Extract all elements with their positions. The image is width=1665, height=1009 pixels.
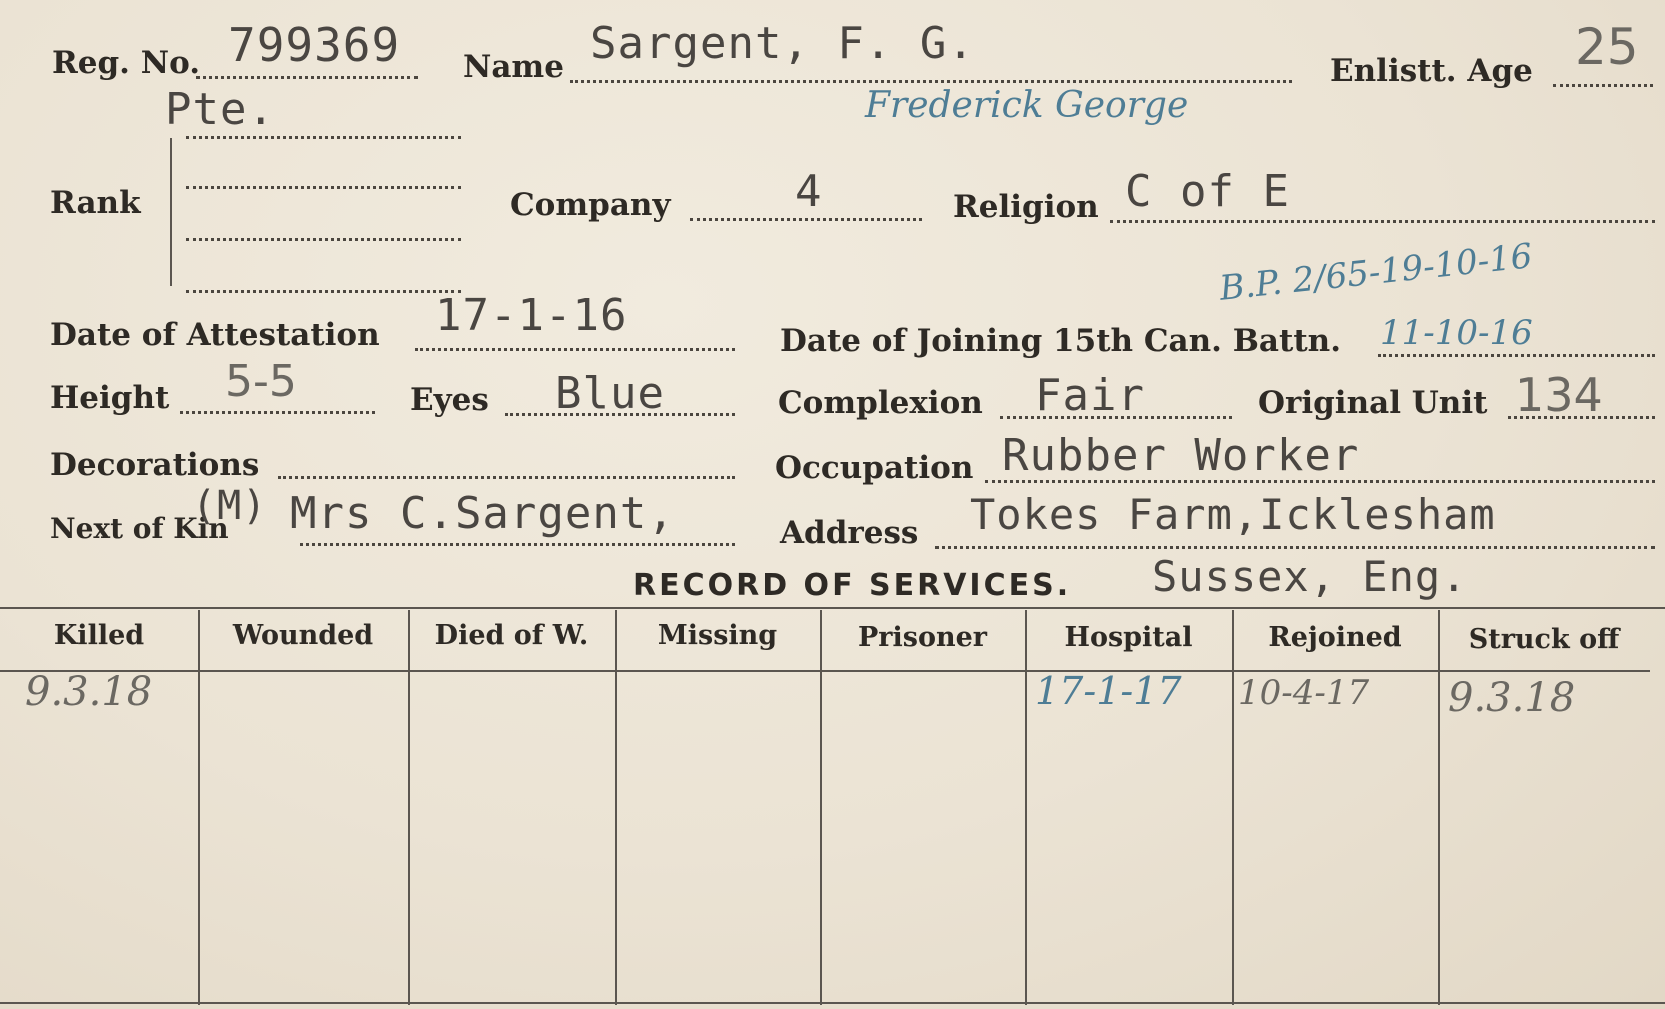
date-attestation-value: 17-1-16 xyxy=(435,290,628,341)
header-wounded: Wounded xyxy=(232,620,374,651)
address-line-2: Sussex, Eng. xyxy=(1152,552,1468,601)
entry-killed: 9.3.18 xyxy=(25,669,153,715)
table-bottom-rule xyxy=(0,1002,1665,1004)
height-line xyxy=(180,411,375,414)
table-header-rule xyxy=(0,670,1650,672)
header-prisoner: Prisoner xyxy=(857,622,988,653)
reg-no-line xyxy=(196,76,418,79)
eyes-value: Blue xyxy=(555,368,665,419)
header-rejoined: Rejoined xyxy=(1268,622,1402,653)
rank-value: Pte. xyxy=(165,84,275,135)
date-attestation-label: Date of Attestation xyxy=(50,317,380,353)
decorations-label: Decorations xyxy=(50,447,260,483)
rank-line-3 xyxy=(186,238,461,241)
address-line-1: Tokes Farm,Icklesham xyxy=(970,490,1496,539)
full-name-value: Frederick George xyxy=(865,85,1189,126)
rank-line-1 xyxy=(186,136,461,139)
rank-label: Rank xyxy=(50,185,141,221)
date-joining-label: Date of Joining 15th Can. Battn. xyxy=(780,323,1341,359)
date-joining-line xyxy=(1378,354,1655,357)
entry-rejoined: 10-4-17 xyxy=(1238,673,1370,713)
reg-no-label: Reg. No. xyxy=(52,45,201,81)
religion-label: Religion xyxy=(953,189,1099,225)
header-missing: Missing xyxy=(657,620,778,651)
company-value: 4 xyxy=(795,166,823,217)
joining-note: B.P. 2/65-19-10-16 xyxy=(1217,236,1535,309)
col-divider-6 xyxy=(1232,610,1234,1005)
date-joining-value: 11-10-16 xyxy=(1380,313,1533,353)
header-killed: Killed xyxy=(53,620,145,651)
next-of-kin-value: Mrs C.Sargent, xyxy=(290,488,675,539)
religion-line xyxy=(1110,220,1655,223)
col-divider-1 xyxy=(198,610,200,1005)
col-divider-2 xyxy=(408,610,410,1005)
name-line xyxy=(570,80,1292,83)
address-label: Address xyxy=(780,515,919,551)
kin-relation-value: (M) xyxy=(192,483,268,529)
date-attestation-line xyxy=(415,348,735,351)
address-line xyxy=(935,546,1655,549)
height-label: Height xyxy=(50,380,170,416)
occupation-label: Occupation xyxy=(775,450,974,486)
complexion-value: Fair xyxy=(1035,370,1145,421)
enlist-age-label: Enlistt. Age xyxy=(1330,53,1533,89)
record-of-services-title: RECORD OF SERVICES. xyxy=(633,568,1072,603)
complexion-label: Complexion xyxy=(778,385,983,421)
rank-line-2 xyxy=(186,186,461,189)
header-hospital: Hospital xyxy=(1064,622,1193,653)
header-died-of-wounds: Died of W. xyxy=(434,620,589,651)
age-value: 25 xyxy=(1575,18,1639,76)
occupation-value: Rubber Worker xyxy=(1002,430,1360,481)
reg-no-value: 799369 xyxy=(228,18,401,72)
original-unit-label: Original Unit xyxy=(1258,385,1488,421)
entry-hospital: 17-1-17 xyxy=(1035,669,1182,713)
eyes-label: Eyes xyxy=(410,382,489,418)
company-line xyxy=(690,218,922,221)
company-label: Company xyxy=(510,187,671,223)
col-divider-3 xyxy=(615,610,617,1005)
header-struck-off: Struck off xyxy=(1468,624,1620,655)
age-line xyxy=(1553,84,1653,87)
decorations-line xyxy=(278,476,735,479)
next-of-kin-label: Next of Kin xyxy=(50,512,229,545)
name-label: Name xyxy=(463,49,564,85)
next-of-kin-line xyxy=(300,543,735,546)
height-value: 5-5 xyxy=(225,356,297,407)
entry-struck-off: 9.3.18 xyxy=(1448,675,1576,721)
table-top-rule xyxy=(0,607,1665,609)
name-value: Sargent, F. G. xyxy=(590,18,975,69)
col-divider-4 xyxy=(820,610,822,1005)
original-unit-value: 134 xyxy=(1515,368,1603,422)
col-divider-7 xyxy=(1438,610,1440,1005)
rank-line-4 xyxy=(186,290,461,293)
col-divider-5 xyxy=(1025,610,1027,1005)
religion-value: C of E xyxy=(1125,166,1290,217)
rank-brace xyxy=(170,138,172,286)
